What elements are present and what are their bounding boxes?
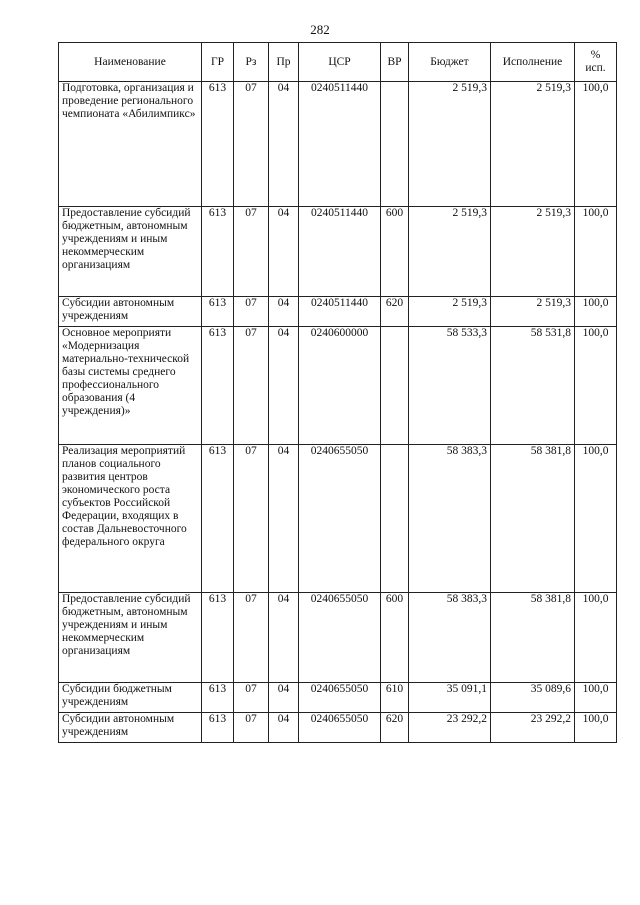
- row-name: Субсидии автономным учреждениям: [59, 297, 202, 327]
- row-name: Предоставление субсидий бюджетным, автономным учреждениям и иным некоммерческим организациям: [59, 207, 202, 297]
- row-gr: 613: [202, 445, 234, 593]
- row-csr: 0240511440: [299, 82, 381, 207]
- table-row: [59, 683, 617, 713]
- row-vr: 600: [381, 593, 409, 683]
- row-rz: 07: [234, 327, 269, 445]
- col-header-rz: Рз: [234, 43, 269, 82]
- row-csr: 0240655050: [299, 445, 381, 593]
- row-gr: 613: [202, 593, 234, 683]
- col-header-pr: Пр: [269, 43, 299, 82]
- col-header-execution: Исполнение: [491, 43, 575, 82]
- row-execution: 2 519,3: [491, 297, 575, 327]
- row-pr: 04: [269, 82, 299, 207]
- row-budget: 23 292,2: [409, 713, 491, 743]
- row-budget: 2 519,3: [409, 82, 491, 207]
- row-pct: 100,0: [575, 207, 617, 297]
- table-row: [59, 82, 617, 207]
- table-row: [59, 713, 617, 743]
- row-rz: 07: [234, 683, 269, 713]
- row-gr: 613: [202, 713, 234, 743]
- row-csr: 0240511440: [299, 207, 381, 297]
- row-pr: 04: [269, 713, 299, 743]
- row-rz: 07: [234, 82, 269, 207]
- row-name: Субсидии бюджетным учреждениям: [59, 683, 202, 713]
- row-pct: 100,0: [575, 82, 617, 207]
- row-gr: 613: [202, 327, 234, 445]
- row-budget: 2 519,3: [409, 297, 491, 327]
- row-pr: 04: [269, 327, 299, 445]
- col-header-vr: ВР: [381, 43, 409, 82]
- row-pr: 04: [269, 593, 299, 683]
- row-name: Субсидии автономным учреждениям: [59, 713, 202, 743]
- row-csr: 0240655050: [299, 713, 381, 743]
- row-execution: 58 531,8: [491, 327, 575, 445]
- row-rz: 07: [234, 713, 269, 743]
- row-rz: 07: [234, 297, 269, 327]
- row-budget: 58 533,3: [409, 327, 491, 445]
- row-gr: 613: [202, 82, 234, 207]
- row-vr: [381, 327, 409, 445]
- pct-label: исп.: [585, 62, 606, 74]
- row-csr: 0240600000: [299, 327, 381, 445]
- row-name: Подготовка, организация и проведение регионального чемпионата «Абилимпикс»: [59, 82, 202, 207]
- row-execution: 2 519,3: [491, 207, 575, 297]
- table-row: [59, 445, 617, 593]
- col-header-name: Наименование: [59, 43, 202, 82]
- row-pr: 04: [269, 297, 299, 327]
- col-header-gr: ГР: [202, 43, 234, 82]
- row-rz: 07: [234, 207, 269, 297]
- row-vr: 610: [381, 683, 409, 713]
- row-vr: 600: [381, 207, 409, 297]
- row-execution: 58 381,8: [491, 593, 575, 683]
- row-pr: 04: [269, 207, 299, 297]
- row-pct: 100,0: [575, 327, 617, 445]
- row-gr: 613: [202, 683, 234, 713]
- row-vr: 620: [381, 297, 409, 327]
- table-row: [59, 297, 617, 327]
- col-header-budget: Бюджет: [409, 43, 491, 82]
- row-vr: [381, 445, 409, 593]
- table-row: [59, 327, 617, 445]
- row-execution: 2 519,3: [491, 82, 575, 207]
- row-csr: 0240655050: [299, 683, 381, 713]
- row-csr: 0240511440: [299, 297, 381, 327]
- row-execution: 23 292,2: [491, 713, 575, 743]
- budget-table: [58, 42, 617, 743]
- row-name: Реализация мероприятий планов социального развития центров экономического роста субъектов Российской Федерации, входящих в состав Дальневосточного федерального округа: [59, 445, 202, 593]
- table-row: [59, 207, 617, 297]
- col-header-pct: [575, 43, 617, 82]
- row-name: Предоставление субсидий бюджетным, автономным учреждениям и иным некоммерческим организациям: [59, 593, 202, 683]
- row-rz: 07: [234, 593, 269, 683]
- row-budget: 58 383,3: [409, 593, 491, 683]
- col-header-csr: ЦСР: [299, 43, 381, 82]
- pct-symbol: %: [590, 49, 601, 61]
- row-gr: 613: [202, 297, 234, 327]
- row-pct: 100,0: [575, 713, 617, 743]
- row-budget: 58 383,3: [409, 445, 491, 593]
- row-vr: [381, 82, 409, 207]
- table-row: [59, 593, 617, 683]
- row-rz: 07: [234, 445, 269, 593]
- row-name: Основное мероприяти «Модернизация материально-технической базы системы среднего профессионального образования (4 учреждения)»: [59, 327, 202, 445]
- row-budget: 2 519,3: [409, 207, 491, 297]
- row-pr: 04: [269, 445, 299, 593]
- table-header-row: [59, 43, 617, 82]
- row-csr: 0240655050: [299, 593, 381, 683]
- row-budget: 35 091,1: [409, 683, 491, 713]
- row-pct: 100,0: [575, 297, 617, 327]
- row-execution: 35 089,6: [491, 683, 575, 713]
- row-pct: 100,0: [575, 683, 617, 713]
- row-vr: 620: [381, 713, 409, 743]
- page-number: 282: [310, 22, 330, 37]
- row-pct: 100,0: [575, 445, 617, 593]
- row-pr: 04: [269, 683, 299, 713]
- row-gr: 613: [202, 207, 234, 297]
- row-execution: 58 381,8: [491, 445, 575, 593]
- row-pct: 100,0: [575, 593, 617, 683]
